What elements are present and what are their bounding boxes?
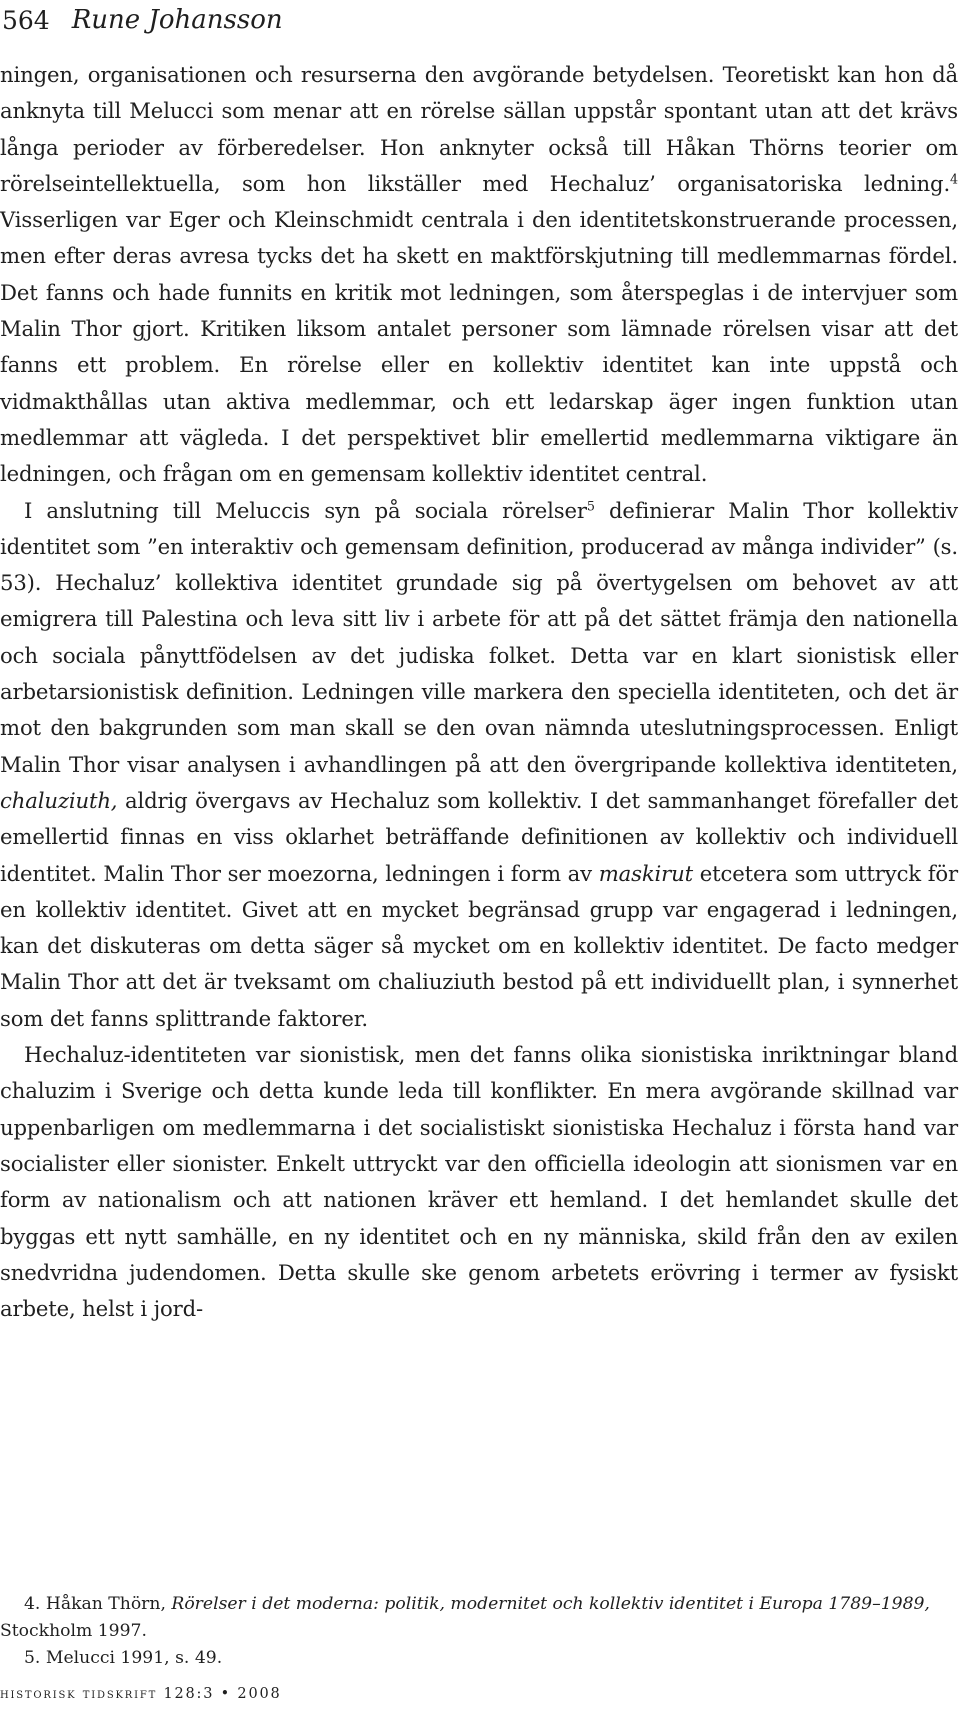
footnote-reference: 5 <box>586 497 595 513</box>
text-run: ningen, organisationen och resurserna den avgörande betydelsen. Teoretiskt kan hon då anknyta till Melucci som menar att en rörelse sällan uppstår spontant utan att det krävs långa perioder av förberedelser. Hon anknyter också till Håkan Thörns teorier om rörelseintellektuella, som hon likställer med Hechaluz’ organisatoriska ledning. <box>0 62 958 196</box>
running-head-author: Rune Johansson <box>71 5 283 35</box>
journal-footer: historisk tidskrift 128:3 • 2008 <box>0 1686 282 1702</box>
italic-text: chaluziuth, <box>0 787 118 813</box>
running-header <box>0 0 960 40</box>
footnote <box>0 1591 958 1645</box>
page-number: 564 <box>2 5 50 35</box>
paragraph <box>0 57 958 493</box>
text-run: Visserligen var Eger och Kleinschmidt centrala i den identitetskonstruerande processen, men efter deras avresa tycks det ha skett en maktförskjutning till medlemmarnas fördel. Det fanns och hade funnits en kritik mot ledningen, som återspeglas i de intervjuer som Malin Thor gjort. Kritiken liksom antalet personer som lämnade rörelsen visar att det fanns ett problem. En rörelse eller en kollektiv identitet kan inte uppstå och vidmakthållas utan aktiva medlemmar, och ett ledarskap äger ingen funktion utan medlemmar att vägleda. I det perspektivet blir emellertid medlemmarna viktigare än ledningen, och frågan om en gemensam kollektiv identitet central. <box>0 207 958 487</box>
text-run: aldrig övergavs av Hechaluz som kollektiv. I det sammanhanget förefaller det emellertid finnas en viss oklarhet beträffande definitionen av kollektiv och individuell identitet. Malin Thor ser moezorna, ledningen i form av <box>0 787 958 886</box>
footnote-reference: 4 <box>950 171 958 187</box>
text-run: etcetera som uttryck för en kollektiv identitet. Givet att en mycket begränsad grupp var engagerad i ledningen, kan det diskuteras om detta säger så mycket om en kollektiv identitet. De facto medger Malin Thor att det är tveksamt om chaliuziuth bestod på ett individuellt plan, i synnerhet som det fanns splittrande faktorer. <box>0 860 959 1031</box>
text-run: 5. Melucci 1991, s. 49. <box>24 1648 223 1668</box>
text-run: definierar Malin Thor kollektiv identitet som ”en interaktiv och gemensam definition, producerad av många individer” (s. 53). Hechaluz’ kollektiva identitet grundade sig på övertygelsen om behovet av att emigrera till Palestina och leva sitt liv i arbete för att på det sättet främja den nationella och sociala pånyttfödelsen av det judiska folket. Detta var en klart sionistisk eller arbetarsionistisk definition. Ledningen ville markera den speciella identiteten, och det är mot den bakgrunden som man skall se den ovan nämnda uteslutningsprocessen. Enligt Malin Thor visar analysen i avhandlingen på att den övergripande kollektiva identiteten, <box>0 497 958 777</box>
text-run: I anslutning till Meluccis syn på sociala rörelser <box>24 497 587 523</box>
footnote <box>0 1645 958 1672</box>
footnotes <box>0 1591 958 1672</box>
italic-text: maskirut <box>598 860 694 886</box>
text-run: Stockholm 1997. <box>0 1621 147 1641</box>
italic-text: Rörelser i det moderna: politik, modernitet och kollektiv identitet i Europa 1789–1989, <box>171 1594 930 1614</box>
paragraph <box>0 1037 958 1327</box>
text-run: Hechaluz-identiteten var sionistisk, men det fanns olika sionistiska inriktningar bland chaluzim i Sverige och detta kunde leda till konflikter. En mera avgörande skillnad var uppenbarligen om medlemmarna i det socialistiskt sionistiska Hechaluz i första hand var socialister eller sionister. Enkelt uttryckt var den officiella ideologin att sionismen var en form av nationalism och att nationen kräver ett hemland. I det hemlandet skulle det byggas ett nytt samhälle, en ny identitet och en ny människa, skild från den av exilen snedvridna judendomen. Detta skulle ske genom arbetets erövring i termer av fysiskt arbete, helst i jord- <box>0 1042 958 1322</box>
article-body <box>0 57 958 1327</box>
paragraph <box>0 493 958 1037</box>
text-run: 4. Håkan Thörn, <box>24 1594 172 1614</box>
